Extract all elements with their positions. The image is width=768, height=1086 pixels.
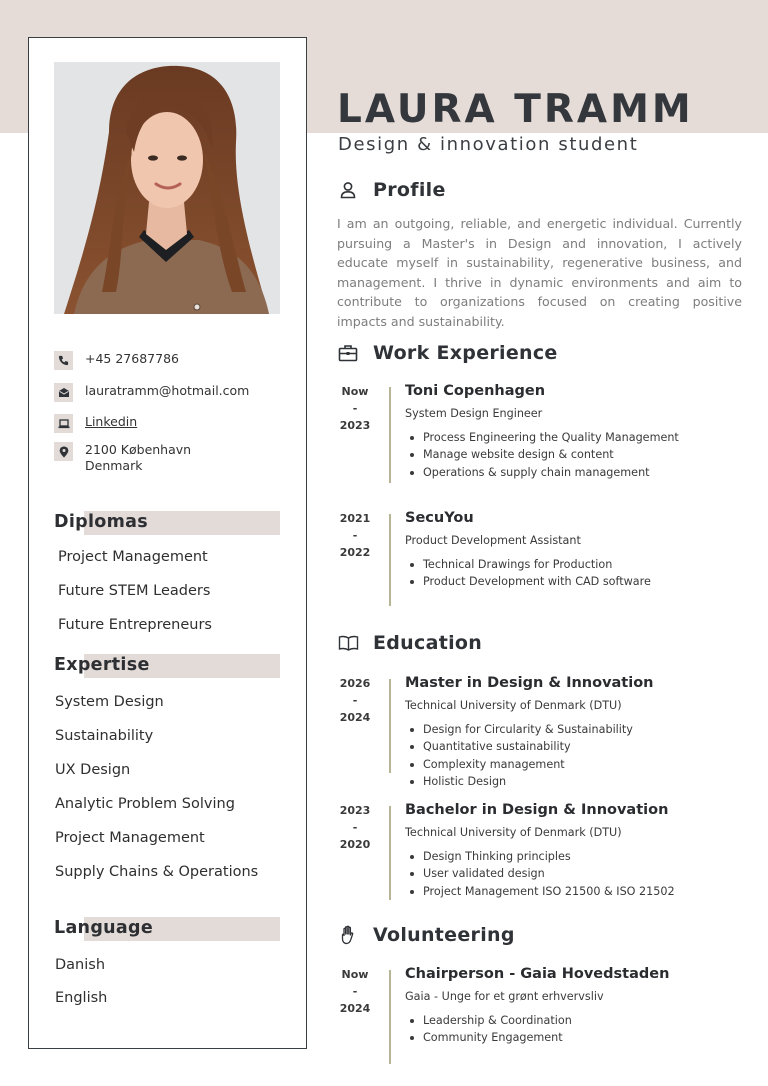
profile-photo — [54, 62, 280, 314]
entry-dates — [337, 383, 373, 434]
date-top: Now — [341, 968, 369, 981]
entry-subtitle: Technical University of Denmark (DTU) — [405, 699, 622, 712]
person-title: Design & innovation student — [338, 134, 639, 155]
education-entry — [337, 675, 742, 788]
entry-title: Toni Copenhagen — [405, 383, 546, 399]
entry-subtitle: Gaia - Unge for et grønt erhvervsliv — [405, 990, 604, 1003]
date-bottom: 2020 — [339, 838, 371, 851]
linkedin-link[interactable]: Linkedin — [85, 414, 138, 429]
date-top: Now — [341, 385, 369, 398]
contact-email[interactable] — [54, 383, 249, 402]
diplomas-heading-text: Diplomas — [54, 512, 148, 532]
date-top: 2023 — [339, 804, 371, 817]
hand-icon — [337, 924, 359, 946]
address-text: 2100 København Denmark — [85, 442, 192, 473]
phone-icon — [54, 351, 73, 370]
person-name: LAURA TRAMM — [337, 87, 694, 132]
entry-subtitle: Product Development Assistant — [405, 534, 581, 547]
bullet-item: Community Engagement — [405, 1029, 572, 1046]
bullet-item: Product Development with CAD software — [405, 573, 651, 590]
profile-heading — [337, 179, 446, 201]
date-bottom: 2022 — [339, 546, 371, 559]
work-entry — [337, 383, 742, 483]
expertise-item: Sustainability — [55, 728, 154, 744]
volunteering-heading-text: Volunteering — [373, 924, 515, 946]
work-entry — [337, 510, 742, 610]
timeline-line — [389, 387, 391, 483]
date-bottom: 2023 — [339, 419, 371, 432]
bullet-item: User validated design — [405, 865, 675, 882]
diploma-item: Project Management — [58, 549, 208, 565]
mail-icon — [54, 383, 73, 402]
entry-bullets — [405, 721, 633, 790]
date-top: 2021 — [339, 512, 371, 525]
expertise-item: UX Design — [55, 762, 131, 778]
language-heading — [54, 917, 280, 941]
expertise-heading-text: Expertise — [54, 655, 150, 675]
entry-subtitle: System Design Engineer — [405, 407, 543, 420]
profile-paragraph: I am an outgoing, reliable, and energetic individual. Currently pursuing a Master's in Design and innovation, I actively educate myself in sustainability, regenerative business, and management. I thrive in dynamic environments and aim to contribute to organizations focused on creating positive impacts and sustainability. — [337, 216, 742, 329]
volunteering-heading — [337, 924, 515, 946]
laptop-icon — [54, 414, 73, 433]
book-icon — [337, 632, 359, 654]
language-item: English — [55, 990, 108, 1006]
entry-title: SecuYou — [405, 510, 474, 526]
date-sep: - — [352, 402, 358, 415]
diplomas-heading — [54, 511, 280, 535]
entry-bullets — [405, 556, 651, 591]
bullet-item: Holistic Design — [405, 773, 633, 790]
entry-dates — [337, 966, 373, 1017]
diploma-item: Future Entrepreneurs — [58, 617, 212, 633]
entry-subtitle: Technical University of Denmark (DTU) — [405, 826, 622, 839]
timeline-line — [389, 806, 391, 900]
expertise-item: Project Management — [55, 830, 205, 846]
language-item: Danish — [55, 957, 106, 973]
date-sep: - — [352, 985, 358, 998]
location-pin-icon — [54, 442, 73, 461]
work-heading-text: Work Experience — [373, 342, 558, 364]
briefcase-icon — [337, 342, 359, 364]
bullet-item: Operations & supply chain management — [405, 464, 679, 481]
person-icon — [337, 179, 359, 201]
entry-title: Bachelor in Design & Innovation — [405, 802, 669, 818]
education-heading — [337, 632, 482, 654]
contact-phone[interactable] — [54, 351, 179, 370]
entry-title: Master in Design & Innovation — [405, 675, 654, 691]
work-heading — [337, 342, 558, 364]
bullet-item: Complexity management — [405, 756, 633, 773]
date-sep: - — [352, 529, 358, 542]
profile-heading-text: Profile — [373, 179, 446, 201]
entry-bullets — [405, 1012, 572, 1047]
bullet-item: Manage website design & content — [405, 446, 679, 463]
timeline-line — [389, 970, 391, 1064]
bullet-item: Quantitative sustainability — [405, 738, 633, 755]
expertise-heading — [54, 654, 280, 678]
expertise-item: System Design — [55, 694, 164, 710]
entry-bullets — [405, 848, 675, 900]
timeline-line — [389, 514, 391, 606]
expertise-item: Analytic Problem Solving — [55, 796, 235, 812]
volunteering-entry — [337, 966, 742, 1066]
language-heading-text: Language — [54, 918, 154, 938]
phone-text: +45 27687786 — [85, 351, 179, 366]
contact-linkedin[interactable] — [54, 414, 137, 433]
bullet-item: Leadership & Coordination — [405, 1012, 572, 1029]
bullet-item: Technical Drawings for Production — [405, 556, 651, 573]
entry-title: Chairperson - Gaia Hovedstaden — [405, 966, 670, 982]
bullet-item: Project Management ISO 21500 & ISO 21502 — [405, 883, 675, 900]
timeline-line — [389, 679, 391, 773]
entry-dates — [337, 510, 373, 561]
expertise-item: Supply Chains & Operations — [55, 864, 259, 880]
date-bottom: 2024 — [339, 1002, 371, 1015]
date-sep: - — [352, 821, 358, 834]
entry-bullets — [405, 429, 679, 481]
email-text: lauratramm@hotmail.com — [85, 383, 250, 398]
date-sep: - — [352, 694, 358, 707]
education-heading-text: Education — [373, 632, 483, 654]
entry-dates — [337, 675, 373, 726]
bullet-item: Design Thinking principles — [405, 848, 675, 865]
date-top: 2026 — [339, 677, 371, 690]
education-entry — [337, 802, 742, 902]
bullet-item: Design for Circularity & Sustainability — [405, 721, 633, 738]
diploma-item: Future STEM Leaders — [58, 583, 211, 599]
bullet-item: Process Engineering the Quality Management — [405, 429, 679, 446]
date-bottom: 2024 — [339, 711, 371, 724]
contact-address — [54, 442, 191, 474]
entry-dates — [337, 802, 373, 853]
